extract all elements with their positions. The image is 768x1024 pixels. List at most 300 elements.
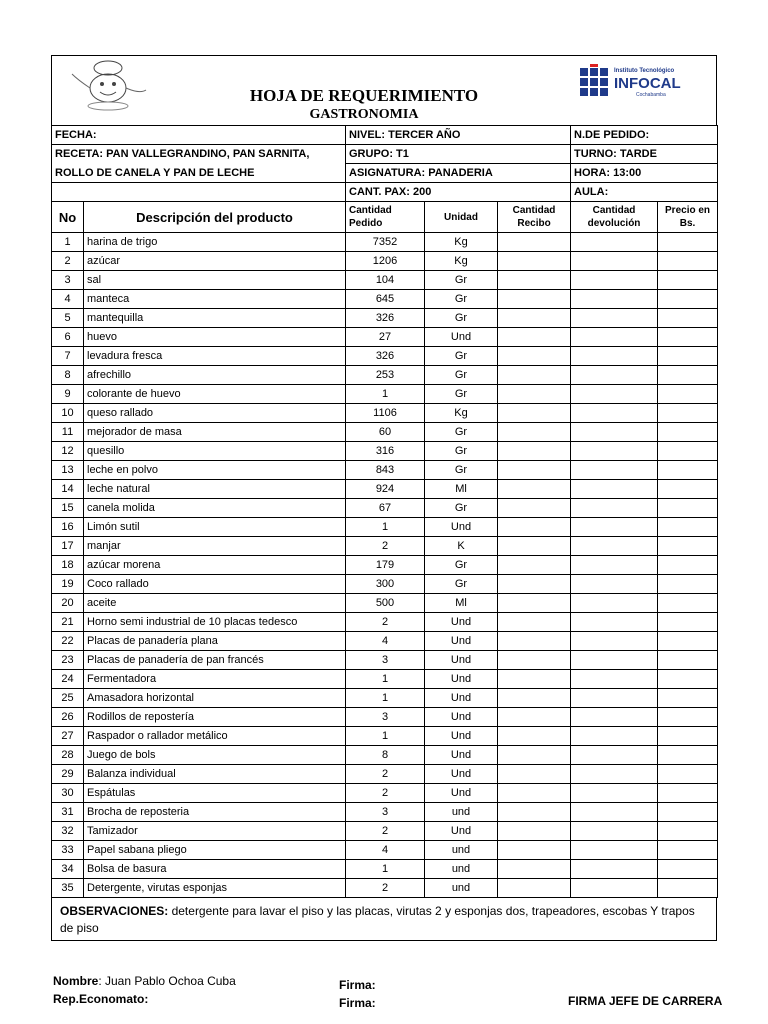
requirement-sheet: [51, 55, 717, 941]
row-devolucion: [571, 537, 658, 556]
row-quantity: 2: [346, 879, 425, 898]
row-number: 22: [52, 632, 84, 651]
row-unit: Und: [425, 651, 498, 670]
table-row: [52, 518, 718, 537]
turno-field: TURNO: TARDE: [571, 145, 718, 164]
row-devolucion: [571, 784, 658, 803]
row-unit: Und: [425, 632, 498, 651]
row-quantity: 500: [346, 594, 425, 613]
row-quantity: 3: [346, 651, 425, 670]
row-quantity: 3: [346, 708, 425, 727]
row-precio: [658, 252, 718, 271]
row-description: leche en polvo: [84, 461, 346, 480]
row-recibo: [498, 822, 571, 841]
row-unit: Gr: [425, 423, 498, 442]
firma-jefe-label: FIRMA JEFE DE CARRERA: [568, 994, 723, 1008]
table-row: [52, 765, 718, 784]
row-precio: [658, 423, 718, 442]
row-quantity: 2: [346, 537, 425, 556]
firma-jefe: [568, 994, 722, 1008]
col-devolucion: Cantidad devolución: [571, 202, 658, 233]
row-precio: [658, 689, 718, 708]
infocal-line1: Instituto Tecnológico: [614, 68, 675, 74]
col-desc: Descripción del producto: [84, 202, 346, 233]
row-quantity: 843: [346, 461, 425, 480]
row-number: 14: [52, 480, 84, 499]
observaciones-label: OBSERVACIONES:: [60, 904, 169, 918]
col-pedido: Cantidad Pedido: [346, 202, 425, 233]
row-unit: und: [425, 841, 498, 860]
row-recibo: [498, 594, 571, 613]
table-row: [52, 290, 718, 309]
row-devolucion: [571, 347, 658, 366]
row-recibo: [498, 689, 571, 708]
table-row: [52, 442, 718, 461]
row-precio: [658, 480, 718, 499]
row-recibo: [498, 347, 571, 366]
row-quantity: 4: [346, 632, 425, 651]
row-precio: [658, 879, 718, 898]
table-row: [52, 404, 718, 423]
row-precio: [658, 537, 718, 556]
row-description: Placas de panadería de pan francés: [84, 651, 346, 670]
row-precio: [658, 556, 718, 575]
row-recibo: [498, 442, 571, 461]
row-description: queso rallado: [84, 404, 346, 423]
row-quantity: 645: [346, 290, 425, 309]
row-number: 6: [52, 328, 84, 347]
row-devolucion: [571, 423, 658, 442]
observaciones-box: [51, 898, 717, 941]
table-row: [52, 309, 718, 328]
table-row: [52, 594, 718, 613]
row-number: 19: [52, 575, 84, 594]
row-unit: Und: [425, 708, 498, 727]
row-devolucion: [571, 252, 658, 271]
infocal-line3: Cochabamba: [636, 92, 666, 98]
row-quantity: 2: [346, 784, 425, 803]
row-recibo: [498, 499, 571, 518]
row-description: huevo: [84, 328, 346, 347]
row-precio: [658, 328, 718, 347]
row-description: mejorador de masa: [84, 423, 346, 442]
row-number: 8: [52, 366, 84, 385]
rep-economato-label: Rep.Economato:: [53, 992, 149, 1006]
row-unit: Und: [425, 784, 498, 803]
row-precio: [658, 860, 718, 879]
row-recibo: [498, 784, 571, 803]
row-devolucion: [571, 499, 658, 518]
row-quantity: 300: [346, 575, 425, 594]
row-devolucion: [571, 404, 658, 423]
row-quantity: 253: [346, 366, 425, 385]
table-row: [52, 860, 718, 879]
row-devolucion: [571, 708, 658, 727]
asignatura-field: ASIGNATURA: PANADERIA: [346, 164, 571, 183]
row-unit: Kg: [425, 233, 498, 252]
table-row: [52, 632, 718, 651]
row-precio: [658, 385, 718, 404]
row-description: Raspador o rallador metálico: [84, 727, 346, 746]
row-description: aceite: [84, 594, 346, 613]
row-number: 3: [52, 271, 84, 290]
row-devolucion: [571, 309, 658, 328]
row-unit: Und: [425, 613, 498, 632]
row-number: 20: [52, 594, 84, 613]
grupo-field: GRUPO: T1: [346, 145, 571, 164]
row-description: Brocha de reposteria: [84, 803, 346, 822]
row-unit: Und: [425, 518, 498, 537]
row-unit: Gr: [425, 290, 498, 309]
row-description: Rodillos de repostería: [84, 708, 346, 727]
row-devolucion: [571, 594, 658, 613]
row-description: manjar: [84, 537, 346, 556]
row-recibo: [498, 404, 571, 423]
row-description: Horno semi industrial de 10 placas tedesco: [84, 613, 346, 632]
row-quantity: 326: [346, 309, 425, 328]
row-recibo: [498, 461, 571, 480]
row-description: colorante de huevo: [84, 385, 346, 404]
row-unit: Ml: [425, 594, 498, 613]
row-unit: Gr: [425, 271, 498, 290]
row-description: azúcar morena: [84, 556, 346, 575]
row-devolucion: [571, 803, 658, 822]
row-unit: Und: [425, 689, 498, 708]
row-number: 4: [52, 290, 84, 309]
fecha-field: FECHA:: [52, 126, 346, 145]
nombre-value: : Juan Pablo Ochoa Cuba: [98, 974, 236, 988]
row-quantity: 1: [346, 518, 425, 537]
row-recibo: [498, 860, 571, 879]
row-devolucion: [571, 632, 658, 651]
row-recibo: [498, 366, 571, 385]
row-precio: [658, 727, 718, 746]
row-unit: und: [425, 860, 498, 879]
row-recibo: [498, 575, 571, 594]
row-recibo: [498, 480, 571, 499]
row-description: Placas de panadería plana: [84, 632, 346, 651]
row-quantity: 179: [346, 556, 425, 575]
row-recibo: [498, 765, 571, 784]
row-precio: [658, 784, 718, 803]
row-recibo: [498, 613, 571, 632]
row-description: Tamizador: [84, 822, 346, 841]
row-unit: und: [425, 879, 498, 898]
row-recibo: [498, 556, 571, 575]
row-quantity: 67: [346, 499, 425, 518]
row-number: 35: [52, 879, 84, 898]
row-devolucion: [571, 575, 658, 594]
firma-1: [339, 978, 376, 992]
row-description: Espátulas: [84, 784, 346, 803]
table-row: [52, 613, 718, 632]
row-quantity: 7352: [346, 233, 425, 252]
row-precio: [658, 822, 718, 841]
row-recibo: [498, 746, 571, 765]
table-row: [52, 708, 718, 727]
row-devolucion: [571, 366, 658, 385]
rep-economato: [53, 992, 148, 1006]
row-devolucion: [571, 233, 658, 252]
row-description: Juego de bols: [84, 746, 346, 765]
row-number: 32: [52, 822, 84, 841]
row-number: 1: [52, 233, 84, 252]
table-row: [52, 670, 718, 689]
row-unit: Ml: [425, 480, 498, 499]
firma-2-label: Firma:: [339, 996, 376, 1010]
row-number: 15: [52, 499, 84, 518]
row-precio: [658, 613, 718, 632]
row-description: Detergente, virutas esponjas: [84, 879, 346, 898]
aula-field: AULA:: [571, 183, 718, 202]
table-row: [52, 575, 718, 594]
row-recibo: [498, 537, 571, 556]
row-precio: [658, 404, 718, 423]
col-recibo: Cantidad Recibo: [498, 202, 571, 233]
row-precio: [658, 708, 718, 727]
row-unit: Gr: [425, 461, 498, 480]
row-recibo: [498, 879, 571, 898]
table-row: [52, 556, 718, 575]
row-unit: Und: [425, 727, 498, 746]
row-precio: [658, 670, 718, 689]
row-precio: [658, 461, 718, 480]
row-recibo: [498, 632, 571, 651]
firma-1-label: Firma:: [339, 978, 376, 992]
row-number: 34: [52, 860, 84, 879]
row-recibo: [498, 309, 571, 328]
row-number: 7: [52, 347, 84, 366]
row-precio: [658, 632, 718, 651]
row-quantity: 1: [346, 670, 425, 689]
row-devolucion: [571, 727, 658, 746]
row-recibo: [498, 252, 571, 271]
row-devolucion: [571, 651, 658, 670]
row-number: 23: [52, 651, 84, 670]
row-description: Papel sabana pliego: [84, 841, 346, 860]
row-precio: [658, 765, 718, 784]
row-quantity: 2: [346, 613, 425, 632]
row-recibo: [498, 271, 571, 290]
nombre-line: [53, 974, 236, 988]
row-precio: [658, 594, 718, 613]
row-quantity: 316: [346, 442, 425, 461]
row-devolucion: [571, 613, 658, 632]
row-recibo: [498, 651, 571, 670]
row-unit: und: [425, 803, 498, 822]
row-recibo: [498, 290, 571, 309]
infocal-line2: INFOCAL: [614, 75, 681, 92]
row-number: 27: [52, 727, 84, 746]
row-number: 11: [52, 423, 84, 442]
row-precio: [658, 347, 718, 366]
row-quantity: 1: [346, 727, 425, 746]
row-recibo: [498, 803, 571, 822]
row-precio: [658, 442, 718, 461]
col-no: No: [52, 202, 84, 233]
row-number: 9: [52, 385, 84, 404]
row-precio: [658, 651, 718, 670]
row-description: sal: [84, 271, 346, 290]
row-precio: [658, 290, 718, 309]
row-quantity: 1106: [346, 404, 425, 423]
row-unit: Und: [425, 328, 498, 347]
row-number: 29: [52, 765, 84, 784]
table-row: [52, 537, 718, 556]
row-quantity: 924: [346, 480, 425, 499]
table-row: [52, 347, 718, 366]
row-description: Bolsa de basura: [84, 860, 346, 879]
table-row: [52, 784, 718, 803]
row-precio: [658, 575, 718, 594]
row-precio: [658, 518, 718, 537]
hora-field: HORA: 13:00: [571, 164, 718, 183]
table-row: [52, 499, 718, 518]
row-quantity: 1: [346, 385, 425, 404]
row-quantity: 104: [346, 271, 425, 290]
row-description: Coco rallado: [84, 575, 346, 594]
row-unit: Gr: [425, 442, 498, 461]
row-recibo: [498, 708, 571, 727]
row-quantity: 326: [346, 347, 425, 366]
row-devolucion: [571, 518, 658, 537]
row-description: canela molida: [84, 499, 346, 518]
row-quantity: 27: [346, 328, 425, 347]
row-precio: [658, 499, 718, 518]
table-row: [52, 651, 718, 670]
table-row: [52, 271, 718, 290]
row-number: 17: [52, 537, 84, 556]
row-description: Amasadora horizontal: [84, 689, 346, 708]
row-number: 16: [52, 518, 84, 537]
row-unit: Und: [425, 746, 498, 765]
row-number: 30: [52, 784, 84, 803]
table-row: [52, 879, 718, 898]
row-description: mantequilla: [84, 309, 346, 328]
row-precio: [658, 803, 718, 822]
row-devolucion: [571, 765, 658, 784]
row-number: 31: [52, 803, 84, 822]
table-row: [52, 366, 718, 385]
row-precio: [658, 233, 718, 252]
row-number: 10: [52, 404, 84, 423]
row-unit: Gr: [425, 556, 498, 575]
row-quantity: 3: [346, 803, 425, 822]
receta-line2: ROLLO DE CANELA Y PAN DE LECHE: [52, 164, 346, 183]
table-row: [52, 423, 718, 442]
row-quantity: 1: [346, 689, 425, 708]
row-devolucion: [571, 385, 658, 404]
row-number: 13: [52, 461, 84, 480]
row-description: afrechillo: [84, 366, 346, 385]
row-devolucion: [571, 328, 658, 347]
row-devolucion: [571, 860, 658, 879]
row-unit: Gr: [425, 347, 498, 366]
receta-line1: RECETA: PAN VALLEGRANDINO, PAN SARNITA,: [52, 145, 346, 164]
row-unit: Gr: [425, 309, 498, 328]
row-precio: [658, 746, 718, 765]
firma-2: [339, 996, 376, 1010]
row-description: manteca: [84, 290, 346, 309]
row-quantity: 2: [346, 822, 425, 841]
page-subtitle: GASTRONOMIA: [309, 107, 419, 122]
row-unit: Kg: [425, 252, 498, 271]
observaciones-text: detergente para lavar el piso y las placas, virutas 2 y esponjas dos, trapeadores, escobas Y trapos de piso: [60, 904, 695, 935]
requirement-table: [51, 125, 718, 898]
row-recibo: [498, 423, 571, 442]
row-quantity: 2: [346, 765, 425, 784]
row-number: 2: [52, 252, 84, 271]
row-number: 12: [52, 442, 84, 461]
row-recibo: [498, 385, 571, 404]
table-row: [52, 803, 718, 822]
table-row: [52, 252, 718, 271]
row-precio: [658, 841, 718, 860]
table-row: [52, 689, 718, 708]
nombre-label: Nombre: [53, 974, 99, 988]
row-number: 18: [52, 556, 84, 575]
row-unit: Und: [425, 765, 498, 784]
row-quantity: 60: [346, 423, 425, 442]
blank-cell: [52, 183, 346, 202]
row-unit: Gr: [425, 366, 498, 385]
row-description: Fermentadora: [84, 670, 346, 689]
row-recibo: [498, 518, 571, 537]
row-number: 25: [52, 689, 84, 708]
page-title: HOJA DE REQUERIMIENTO: [249, 86, 479, 105]
row-devolucion: [571, 290, 658, 309]
row-unit: Gr: [425, 385, 498, 404]
row-precio: [658, 366, 718, 385]
row-unit: Kg: [425, 404, 498, 423]
table-row: [52, 385, 718, 404]
row-devolucion: [571, 271, 658, 290]
row-unit: Und: [425, 822, 498, 841]
row-unit: Gr: [425, 575, 498, 594]
row-number: 26: [52, 708, 84, 727]
row-precio: [658, 309, 718, 328]
table-row: [52, 480, 718, 499]
row-devolucion: [571, 461, 658, 480]
row-number: 24: [52, 670, 84, 689]
row-quantity: 4: [346, 841, 425, 860]
row-number: 33: [52, 841, 84, 860]
table-row: [52, 841, 718, 860]
row-number: 21: [52, 613, 84, 632]
row-number: 28: [52, 746, 84, 765]
row-recibo: [498, 841, 571, 860]
row-devolucion: [571, 746, 658, 765]
table-row: [52, 233, 718, 252]
row-devolucion: [571, 442, 658, 461]
row-recibo: [498, 328, 571, 347]
row-description: harina de trigo: [84, 233, 346, 252]
row-devolucion: [571, 822, 658, 841]
col-unidad: Unidad: [425, 202, 498, 233]
row-devolucion: [571, 841, 658, 860]
col-precio: Precio en Bs.: [658, 202, 718, 233]
row-description: azúcar: [84, 252, 346, 271]
row-description: levadura fresca: [84, 347, 346, 366]
row-devolucion: [571, 879, 658, 898]
table-row: [52, 822, 718, 841]
row-description: Balanza individual: [84, 765, 346, 784]
row-description: quesillo: [84, 442, 346, 461]
row-unit: Und: [425, 670, 498, 689]
row-recibo: [498, 670, 571, 689]
table-row: [52, 727, 718, 746]
row-description: leche natural: [84, 480, 346, 499]
